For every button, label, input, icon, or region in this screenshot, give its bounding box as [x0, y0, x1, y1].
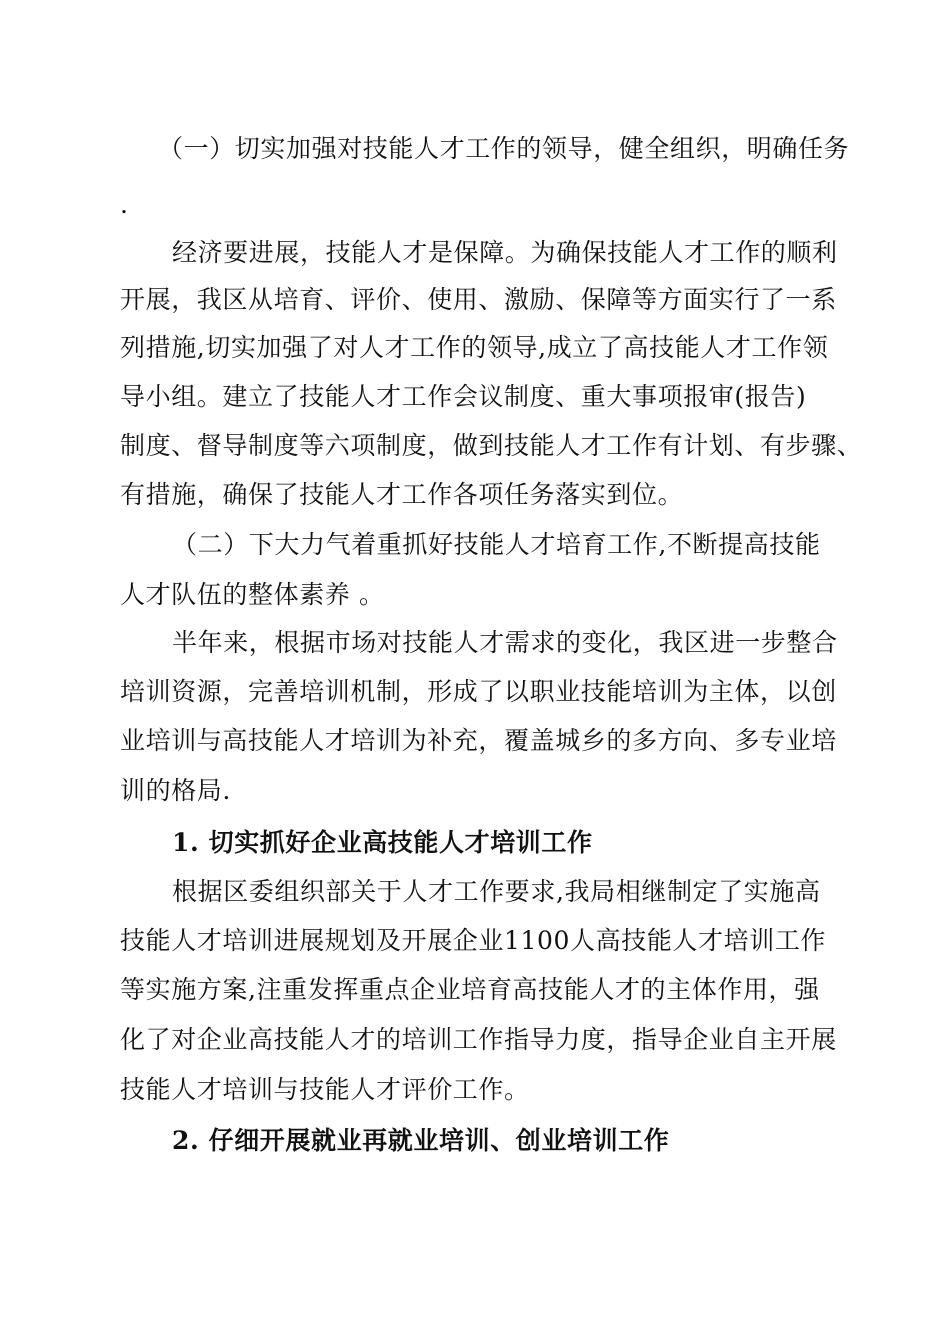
section-heading-2-line-2: 人才队伍的整体素养 。 [120, 580, 385, 609]
paragraph-3-line-4: 化了对企业高技能人才的培训工作指导力度，指导企业自主开展 [120, 1025, 837, 1054]
paragraph-2-line-2: 培训资源，完善培训机制，形成了以职业技能培训为主体，以创 [120, 677, 837, 706]
paragraph-1-line-6: 有措施，确保了技能人才工作各项任务落实到位。 [120, 480, 684, 509]
section-heading-1-line: （一）切实加强对技能人才工作的领导，健全组织，明确任务 [158, 134, 850, 163]
paragraph-3-line-5: 技能人才培训与技能人才评价工作。 [120, 1075, 530, 1104]
paragraph-3-line-1: 根据区委组织部关于人才工作要求,我局相继制定了实施高 [172, 877, 821, 906]
section-heading-1-period: . [120, 190, 129, 219]
subheading-2: 2. 仔细开展就业再就业培训、创业培训工作 [172, 1126, 670, 1155]
paragraph-1-line-5: 制度、督导制度等六项制度，做到技能人才工作有计划、有步骤、 [120, 431, 863, 460]
paragraph-2-line-1: 半年来，根据市场对技能人才需求的变化，我区进一步整合 [172, 628, 838, 657]
paragraph-3-line-2: 技能人才培训进展规划及开展企业1100人高技能人才培训工作 [120, 926, 827, 955]
paragraph-3-line-3: 等实施方案,注重发挥重点企业培育高技能人才的主体作用，强 [120, 975, 820, 1004]
subheading-1: 1. 切实抓好企业高技能人才培训工作 [172, 828, 593, 857]
section-heading-2-line-1: （二）下大力气着重抓好技能人才培育工作,不断提高技能 [172, 530, 821, 559]
paragraph-1-line-4: 导小组。建立了技能人才工作会议制度、重大事项报审(报告) [120, 382, 807, 411]
paragraph-1-line-3: 列措施,切实加强了对人才工作的领导,成立了高技能人才工作领 [120, 333, 829, 362]
paragraph-1-line-1: 经济要进展，技能人才是保障。为确保技能人才工作的顺利 [172, 238, 838, 267]
paragraph-1-line-2: 开展，我区从培育、评价、使用、激励、保障等方面实行了一系 [120, 285, 837, 314]
paragraph-2-line-4: 训的格局. [120, 776, 231, 805]
paragraph-2-line-3: 业培训与高技能人才培训为补充，覆盖城乡的多方向、多专业培 [120, 726, 837, 755]
